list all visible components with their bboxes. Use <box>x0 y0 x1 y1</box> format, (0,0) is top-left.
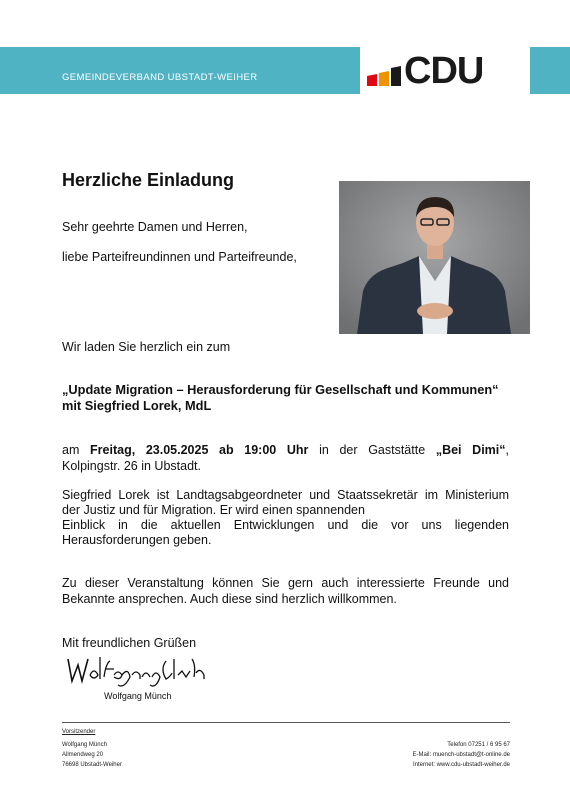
footer-label: Vorsitzender <box>62 729 96 735</box>
event-date: Freitag, 23.05.2025 ab 19:00 Uhr <box>90 443 309 457</box>
salutation-line-2: liebe Parteifreundinnen und Parteifreunde, <box>62 250 297 264</box>
cdu-logo <box>360 47 530 94</box>
intro-line: Wir laden Sie herzlich ein zum <box>62 340 231 354</box>
invite-line-2: Bekannte ansprechen. Auch diese sind herzlich willkommen. <box>62 592 397 606</box>
signature-image <box>62 651 207 691</box>
bio-line-2: der Justiz und für Migration. Er wird einen spannenden <box>62 503 365 517</box>
event-address: Kolpingstr. 26 in Ubstadt. <box>62 459 201 473</box>
closing: Mit freundlichen Grüßen <box>62 636 197 650</box>
bio-line-3: Einblick in die aktuellen Entwicklungen und die vor uns liegenden <box>62 518 509 532</box>
footer-address: Wolfgang Münch Allmendweg 20 76698 Ubstadt-Weiher <box>62 742 122 768</box>
letter-title: Herzliche Einladung <box>62 170 235 190</box>
signature-name: Wolfgang Münch <box>104 691 172 701</box>
footer-divider <box>62 722 510 723</box>
event-title: „Update Migration – Herausforderung für Gesellschaft und Kommunen“ mit Siegfried Lorek, MdL <box>62 382 499 413</box>
bio-line-1: Siegfried Lorek ist Landtagsabgeordneter und Staatssekretär im Ministerium <box>62 488 509 502</box>
portrait-photo <box>339 181 530 334</box>
cdu-logo-text: CDU <box>404 50 484 92</box>
footer-contact: Telefon 07251 / 6 95 67 E-Mail: muench-ubstadt@t-online.de Internet: www.cdu-ubstadt-weiher.de <box>412 742 510 768</box>
event-date-line: am Freitag, 23.05.2025 ab 19:00 Uhr in der Gaststätte „Bei Dimi“, <box>62 443 510 457</box>
org-name: GEMEINDEVERBAND UBSTADT-WEIHER <box>62 72 258 83</box>
invite-line-1: Zu dieser Veranstaltung können Sie gern auch interessierte Freunde und <box>62 576 509 590</box>
cdu-logo-bars-icon <box>367 64 403 86</box>
event-venue: „Bei Dimi“ <box>435 443 506 457</box>
person-icon <box>339 181 530 334</box>
bio-line-4: Herausforderungen geben. <box>62 533 212 547</box>
salutation-line-1: Sehr geehrte Damen und Herren, <box>62 220 248 234</box>
